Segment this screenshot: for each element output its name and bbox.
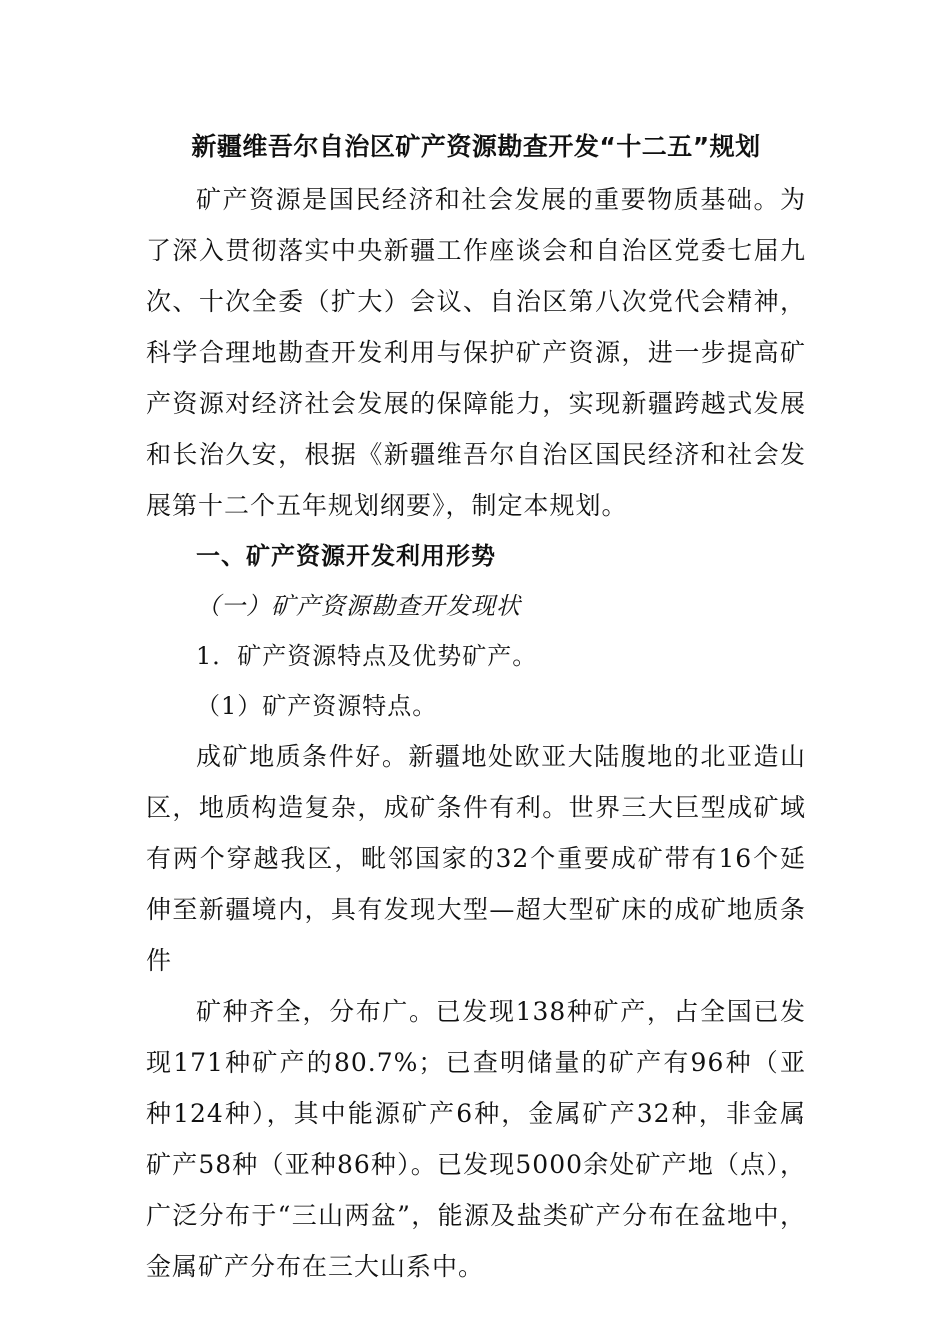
variety-paragraph: 矿种齐全，分布广。已发现138种矿产，占全国已发现171种矿产的80.7%；已查明储量的矿产有96种（亚种124种），其中能源矿产6种，金属矿产32种，非金属矿产58种（亚种86种）。已发现5000余处矿产地（点），广泛分布于“三山两盆”，能源及盐类矿产分布在盆地中，金属矿产分布在三大山系中。	[146, 997, 806, 1281]
document-body	[146, 122, 806, 1292]
item-heading: 1．矿产资源特点及优势矿产。	[196, 642, 538, 670]
subitem-heading: （1）矿产资源特点。	[196, 692, 438, 720]
geology-paragraph: 成矿地质条件好。新疆地处欧亚大陆腹地的北亚造山区，地质构造复杂，成矿条件有利。世界三大巨型成矿域有两个穿越我区，毗邻国家的32个重要成矿带有16个延伸至新疆境内，具有发现大型—超大型矿床的成矿地质条件	[146, 742, 806, 975]
section-heading: 一、矿产资源开发利用形势	[196, 542, 496, 570]
subsection-heading: （一）矿产资源勘查开发现状	[196, 592, 521, 620]
intro-paragraph: 矿产资源是国民经济和社会发展的重要物质基础。为了深入贯彻落实中央新疆工作座谈会和自治区党委七届九次、十次全委（扩大）会议、自治区第八次党代会精神，科学合理地勘查开发利用与保护矿产资源，进一步提高矿产资源对经济社会发展的保障能力，实现新疆跨越式发展和长治久安，根据《新疆维吾尔自治区国民经济和社会发展第十二个五年规划纲要》，制定本规划。	[146, 185, 806, 520]
document-title: 新疆维吾尔自治区矿产资源勘查开发“十二五”规划	[191, 132, 761, 161]
